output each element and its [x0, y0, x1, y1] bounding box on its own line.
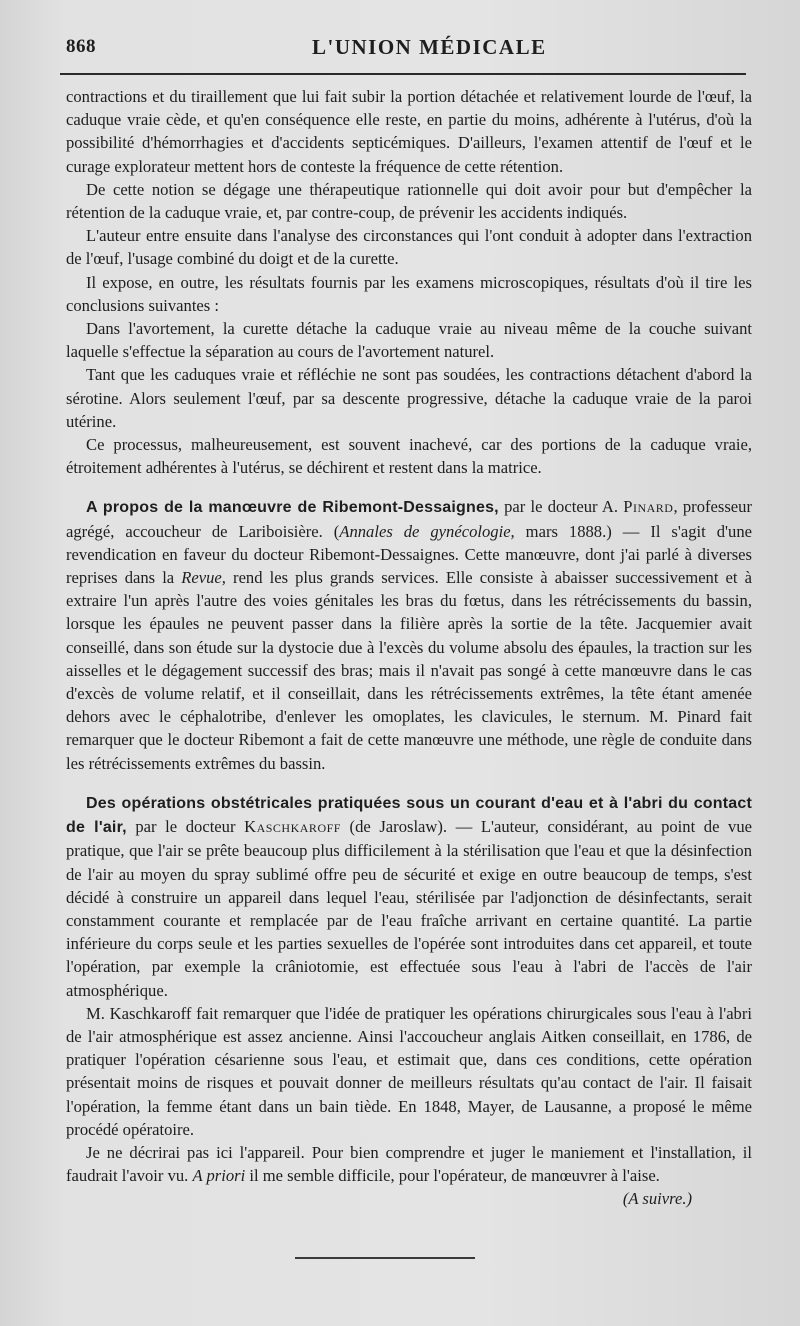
footer-rule [295, 1257, 475, 1259]
article-body [66, 85, 752, 1211]
paragraph-final [66, 1141, 752, 1209]
author-name: Pinard [623, 497, 674, 517]
section-text: rend les plus grands services. Elle consiste à abaisser successivement et à extraire l'un après l'autre des voies génitales les bras du fœtus, dans les rétrécissements du bassin, lorsque les épaules ne peuvent passer dans la filière après la sortie de la tête. Jacquemier avait conseillé, dans son étude sur la dystocie due à l'excès du volume absolu des épaules, la traction sur les aisselles et le dégagement successif des bras; mais il n'avait pas songé à cette manœuvre dans le cas d'excès de volume relatif, et il conseillait, dans les rétrécissements extrêmes, la tête étant amenée dehors avec le céphalotribe, d'enlever les omoplates, les clavicules, le sternum. M. Pinard fait remarquer que le docteur Ribemont a fait de cette manœuvre une méthode, une règle de conduite dans les rétrécissements extrêmes du bassin. [66, 568, 752, 773]
journal-title: Annales de gynécologie, [339, 521, 515, 541]
paragraph: M. Kaschkaroff fait remarquer que l'idée de pratiquer les opérations chirurgicales sous l'eau à l'abri de l'air atmosphérique est assez ancienne. Ainsi l'accoucheur anglais Aitken conseillait, en 1786, de pratiquer l'opération césarienne sous l'eau, et estimait que, dans ces conditions, cette opération présentait moins de risques et pouvait donner de meilleurs résultats qu'au contact de l'air. Il faisait l'opération, la femme étant dans un bain tiède. En 1848, Mayer, de Lausanne, a proposé le même procédé opératoire. [66, 1003, 752, 1139]
section-text: Je ne décrirai pas ici l'appareil. Pour bien comprendre et juger le maniement et l'installation, il faudrait l'avoir vu. [66, 1142, 752, 1186]
byline-text: par le docteur A. [498, 497, 624, 517]
paragraph: De cette notion se dégage une thérapeutique rationnelle qui doit avoir pour but d'empêcher la rétention de la caduque vraie, et, par contre-coup, de prévenir les accidents indiqués. [66, 179, 752, 223]
review-ribemont [66, 495, 752, 774]
review-kaschkaroff [66, 791, 752, 1002]
section-title: Des opérations obstétricales pratiquées sous un courant d'eau et à l'abri du contact de l'air, [66, 794, 752, 837]
section-text: , professeur agrégé, accoucheur de Lariboisière. ( [66, 497, 752, 541]
a-priori-text: A priori [192, 1166, 246, 1186]
section-text: il me semble difficile, pour l'opérateur, de manœuvrer à l'aise. [245, 1166, 660, 1186]
page-header [66, 36, 746, 66]
section-text: (de Jaroslaw). — L'auteur, considérant, au point de vue pratique, que l'air se prête beaucoup plus difficilement à la stérilisation que l'eau et que la désinfection de l'air au moyen du spray sublimé offre peu de sécurité et exige en outre beaucoup de temps, s'est décidé à construire un appareil dans lequel l'eau, stérilisée par l'adjonction de désinfectants, serait constamment courante et remplacée par de l'eau fraîche arrivant en certaine quantité. La partie inférieure du corps seule et les parties sexuelles de l'opérée sont introduites dans cet appareil, et toute l'opération, par exemple la crâniotomie, est effectuée sous l'eau à l'abri de l'accès de l'air atmosphérique. [66, 817, 753, 1000]
header-rule [60, 73, 746, 75]
section-text: mars 1888.) — Il s'agit d'une revendication en faveur du docteur Ribemont-Dessaignes. Cette manœuvre, dont j'ai parlé à diverses reprises dans la [66, 521, 752, 588]
section-title: A propos de la manœuvre de Ribemont-Dessaignes, [86, 499, 499, 517]
paragraph: L'auteur entre ensuite dans l'analyse des circonstances qui l'ont conduit à adopter dans l'extraction de l'œuf, l'usage combiné du doigt et de la curette. [66, 226, 752, 269]
paragraph-continuation: contractions et du tiraillement que lui fait subir la portion détachée et relativement lourde de l'œuf, la caduque vraie cède, et qu'en conséquence elle reste, en partie du moins, adhérente à l'utérus, d'où la possibilité d'hémorrhagies et d'accidents septicémiques. D'ailleurs, l'examen attentif de l'œuf et le curage explorateur mettent hors de conteste la fréquence de cette rétention. [66, 87, 752, 176]
running-title: L'UNION MÉDICALE [312, 35, 547, 59]
paragraph: Tant que les caduques vraie et réfléchie ne sont pas soudées, les contractions détachent d'abord la sérotine. Alors seulement l'œuf, par sa descente progressive, détache la caduque vraie de la paroi utérine. [66, 365, 752, 431]
paragraph: Il expose, en outre, les résultats fournis par les examens microscopiques, résultats d'où il tire les conclusions suivantes : [66, 272, 752, 315]
to-be-continued: (A suivre.) [622, 1189, 692, 1209]
byline-text: par le docteur [126, 817, 245, 837]
author-name: Kaschkaroff [244, 817, 341, 837]
paragraph: Ce processus, malheureusement, est souvent inachevé, car des portions de la caduque vraie, étroitement adhérentes à l'utérus, se déchirent et restent dans la matrice. [66, 435, 752, 478]
revue-title: Revue, [181, 568, 226, 588]
paragraph: Dans l'avortement, la curette détache la caduque vraie au niveau même de la couche suivant laquelle s'effectue la séparation au cours de l'avortement naturel. [66, 319, 752, 362]
page-number: 868 [66, 36, 96, 57]
